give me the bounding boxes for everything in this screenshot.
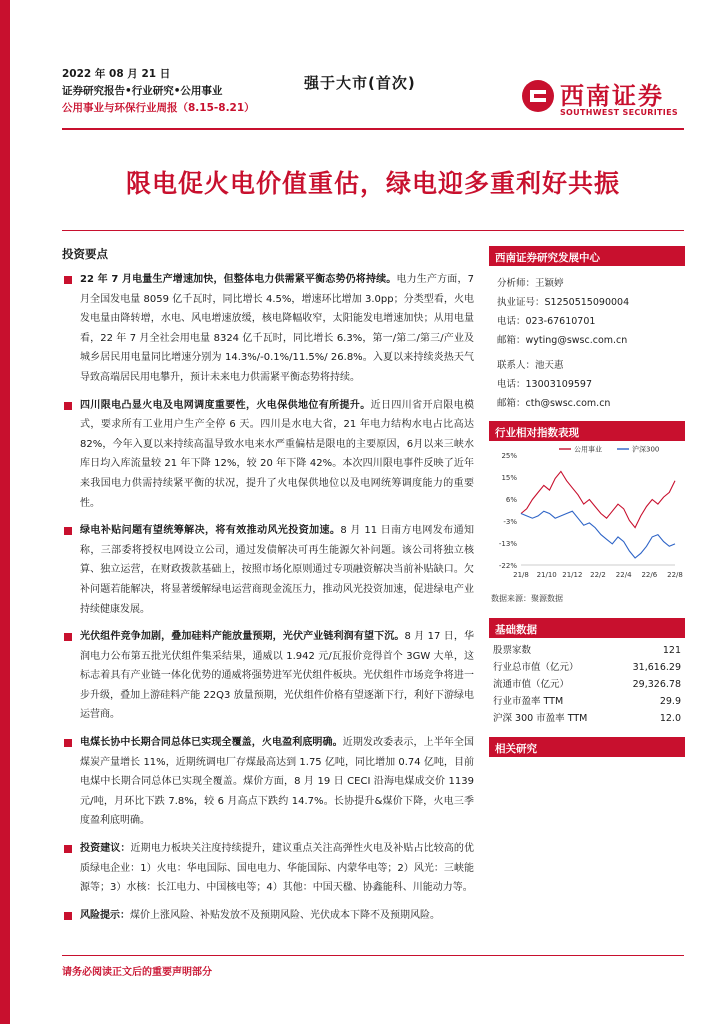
key-point-text: 8 月 11 日南方电网发布通知称，三部委将授权电网设立公司，通过发债解决可再生能源欠补问题。该公司将独立核算、独立运营，在财政拨款基础上，按照市场化原则通过专项融资解决当前补贴缺口。欠补问题若能解决，将显著缓解绿电运营商现金流压力，推动风光投资加速，促进绿电产业持续健康发展。 (80, 525, 475, 615)
basic-data-value: 31,616.29 (632, 662, 681, 673)
series-line-hs300 (521, 511, 675, 558)
brand-logo (520, 78, 690, 122)
contact-value: S1250515090004 (544, 297, 630, 308)
series-line-utilities (521, 471, 675, 527)
key-point-heading: 电煤长协中长期合同总体已实现全覆盖，火电盈利底明确。 (80, 737, 343, 749)
contact-label: 分析师： (497, 278, 536, 289)
contact-row (497, 293, 677, 312)
analyst-contacts (489, 266, 685, 413)
y-tick-label: -13% (498, 540, 517, 548)
key-point-item (62, 627, 474, 725)
x-tick-label: 22/4 (615, 571, 632, 579)
y-tick-label: -22% (498, 562, 517, 570)
institute-title: 西南证券研究发展中心 (489, 246, 685, 266)
contact-row (497, 312, 677, 331)
basic-data-value: 29.9 (659, 696, 681, 707)
title-divider (62, 230, 684, 231)
contact-label: 电话： (497, 379, 526, 390)
contact-row (497, 394, 677, 413)
main-content (62, 246, 474, 933)
key-point-heading: 光伏组件竞争加剧，叠加硅料产能放量预期，光伏产业链利润有望下沉。 (80, 631, 405, 643)
contact-value: 池天惠 (535, 360, 564, 371)
logo-text-en: SOUTHWEST SECURITIES (560, 108, 678, 117)
contact-label: 电话： (497, 316, 526, 327)
key-point-text: 近期发改委表示，上半年全国煤炭产量增长 11%，近期统调电厂存煤最高达到 1.75 亿吨，同比增加 0.74 亿吨，目前电煤中长期合同总体已实现全覆盖。煤价方面，8 月 19 日 CECI 沿海电煤成交价 1139 元/吨，月环比下跌 7.8%，较 6 月高点下跌约 14.7%。长协提升&煤价下降，火电三季度盈利底明确。 (80, 737, 475, 827)
report-header (62, 66, 255, 117)
key-point-text: 8 月 17 日，华润电力公布第五批光伏组件集采结果，通威以 1.942 元/瓦报价竞得首个 3GW 大单，这标志着具有产业链一体化优势的通威将强势进军光伏组件板块。光伏组件市场竞争将进一步升级，叠加上游硅料产能 22Q3 放量预期，光伏组件价格有望逐渐下行，利好下游绿电运营商。 (80, 631, 475, 721)
left-accent-bar (0, 0, 10, 1024)
logo-mark-icon (520, 78, 556, 114)
rating: 强于大市(首次) (304, 74, 416, 92)
index-chart-svg (489, 441, 685, 591)
key-point-heading: 四川限电凸显火电及电网调度重要性，火电保供地位有所提升。 (80, 399, 371, 411)
contact-value: 王颖婷 (535, 278, 564, 289)
contact-row (497, 331, 677, 350)
basic-data-row (489, 659, 685, 676)
key-point-heading: 绿电补贴问题有望统筹解决，将有效推动风光投资加速。 (80, 525, 341, 537)
x-tick-label: 21/10 (536, 571, 557, 579)
chart-section-title: 行业相对指数表现 (489, 421, 685, 441)
key-points-list (62, 270, 474, 925)
contact-value[interactable]: wyting@swsc.com.cn (525, 335, 628, 346)
basic-data-row (489, 693, 685, 710)
key-point-text: 近期电力板块关注度持续提升，建议重点关注高弹性火电及补贴占比较高的优质绿电企业：1）火电：华电国际、国电电力、华能国际、内蒙华电等；2）风光：三峡能源等；3）水核：长江电力、中国核电等；4）其他：中国天楹、协鑫能科、川能动力等。 (80, 843, 475, 894)
chart-source: 数据来源：聚源数据 (491, 594, 563, 603)
basic-data-value: 29,326.78 (632, 679, 681, 690)
key-point-text: 煤价上涨风险、补贴发放不及预期风险、光伏成本下降不及预期风险。 (130, 909, 440, 921)
basic-data-label: 流通市值（亿元） (493, 679, 570, 690)
contact-row (497, 274, 677, 293)
basic-data-value: 12.0 (659, 713, 681, 724)
y-tick-label: -3% (503, 518, 517, 526)
contact-value: 13003109597 (525, 379, 593, 390)
basic-data-row (489, 676, 685, 693)
basic-data-label: 股票家数 (493, 645, 532, 656)
x-tick-label: 22/8 (667, 571, 683, 579)
key-point-item (62, 521, 474, 619)
report-type: 证券研究报告•行业研究•公用事业 (62, 85, 223, 97)
x-tick-label: 22/2 (590, 571, 606, 579)
contact-row (497, 356, 677, 375)
contact-value[interactable]: cth@swsc.com.cn (525, 398, 611, 409)
basic-data-value: 121 (662, 645, 681, 656)
key-point-item (62, 733, 474, 831)
legend-label: 公用事业 (574, 445, 602, 454)
footer-divider (62, 955, 684, 956)
key-point-item (62, 270, 474, 388)
contact-row (497, 375, 677, 394)
key-point-text: 近日四川省开启限电模式，要求所有工业用户生产全停 6 天。四川是水电大省，21 年电力结构水电占比高达 82%，今年入夏以来持续高温导致水电来水严重偏枯是限电的主要原因，6月以来三峡水库日均入库流量较 21 年下降 12%，较 20 年下降 42%。本次四川限电事件反映了近年来我国电力供需持续紧平衡的状况，提升了火电保供地位以及电网统筹调度能力的重要性。 (80, 399, 475, 509)
report-title: 限电促火电价值重估，绿电迎多重利好共振 (125, 169, 620, 198)
x-tick-label: 22/6 (641, 571, 658, 579)
legend-label: 沪深300 (632, 445, 660, 454)
x-tick-label: 21/8 (513, 571, 529, 579)
basic-data-row (489, 710, 685, 727)
contact-label: 联系人： (497, 360, 536, 371)
y-tick-label: 6% (505, 496, 517, 504)
related-research-title: 相关研究 (489, 737, 685, 757)
basic-data-label: 行业总市值（亿元） (493, 662, 579, 673)
contact-label: 邮箱： (497, 398, 526, 409)
key-point-heading: 22 年 7 月电量生产增速加快，但整体电力供需紧平衡态势仍将持续。 (80, 274, 397, 285)
basic-data-table (489, 642, 685, 727)
basic-data-label: 行业市盈率 TTM (493, 696, 564, 707)
footer-disclaimer: 请务必阅读正文后的重要声明部分 (62, 967, 212, 978)
contact-label: 执业证号： (497, 297, 545, 308)
index-chart (489, 441, 685, 591)
key-point-heading: 投资建议： (80, 843, 131, 855)
logo-text-cn: 西南证券 (560, 81, 664, 110)
key-point-text: 电力生产方面，7 月全国发电量 8059 亿千瓦时，同比增长 4.5%，增速环比增加 3.0pp；分类型看，火电发电量由降转增，水电、风电增速放缓，核电降幅收窄，太阳能发电增速加快；从用电量看，22 年 7 月全社会用电量 8324 亿千瓦时，同比增长 6.3%，第一/第二/第三/产业及城乡居民用电量同比增速分别为 14.3%/-0.1%/11.5%/ 26.8%。入夏以来持续炎热天气导致高端居民用电攀升，预计未来电力供需紧平衡态势将持续。 (80, 274, 474, 383)
contact-value: 023-67610701 (525, 316, 596, 327)
report-subtitle: 公用事业与环保行业周报（8.15-8.21） (62, 102, 255, 114)
key-point-item (62, 396, 474, 514)
basic-data-title: 基础数据 (489, 618, 685, 638)
contact-label: 邮箱： (497, 335, 526, 346)
y-tick-label: 15% (501, 474, 517, 482)
sidebar (489, 246, 685, 757)
section-title-key-points: 投资要点 (62, 247, 108, 261)
key-point-item (62, 839, 474, 898)
x-tick-label: 21/12 (562, 571, 583, 579)
y-tick-label: 25% (501, 452, 517, 460)
header-divider (62, 128, 684, 130)
report-date: 2022 年 08 月 21 日 (62, 68, 171, 80)
key-point-heading: 风险提示： (80, 909, 130, 921)
basic-data-label: 沪深 300 市盈率 TTM (493, 713, 588, 724)
basic-data-row (489, 642, 685, 659)
key-point-item (62, 906, 474, 926)
